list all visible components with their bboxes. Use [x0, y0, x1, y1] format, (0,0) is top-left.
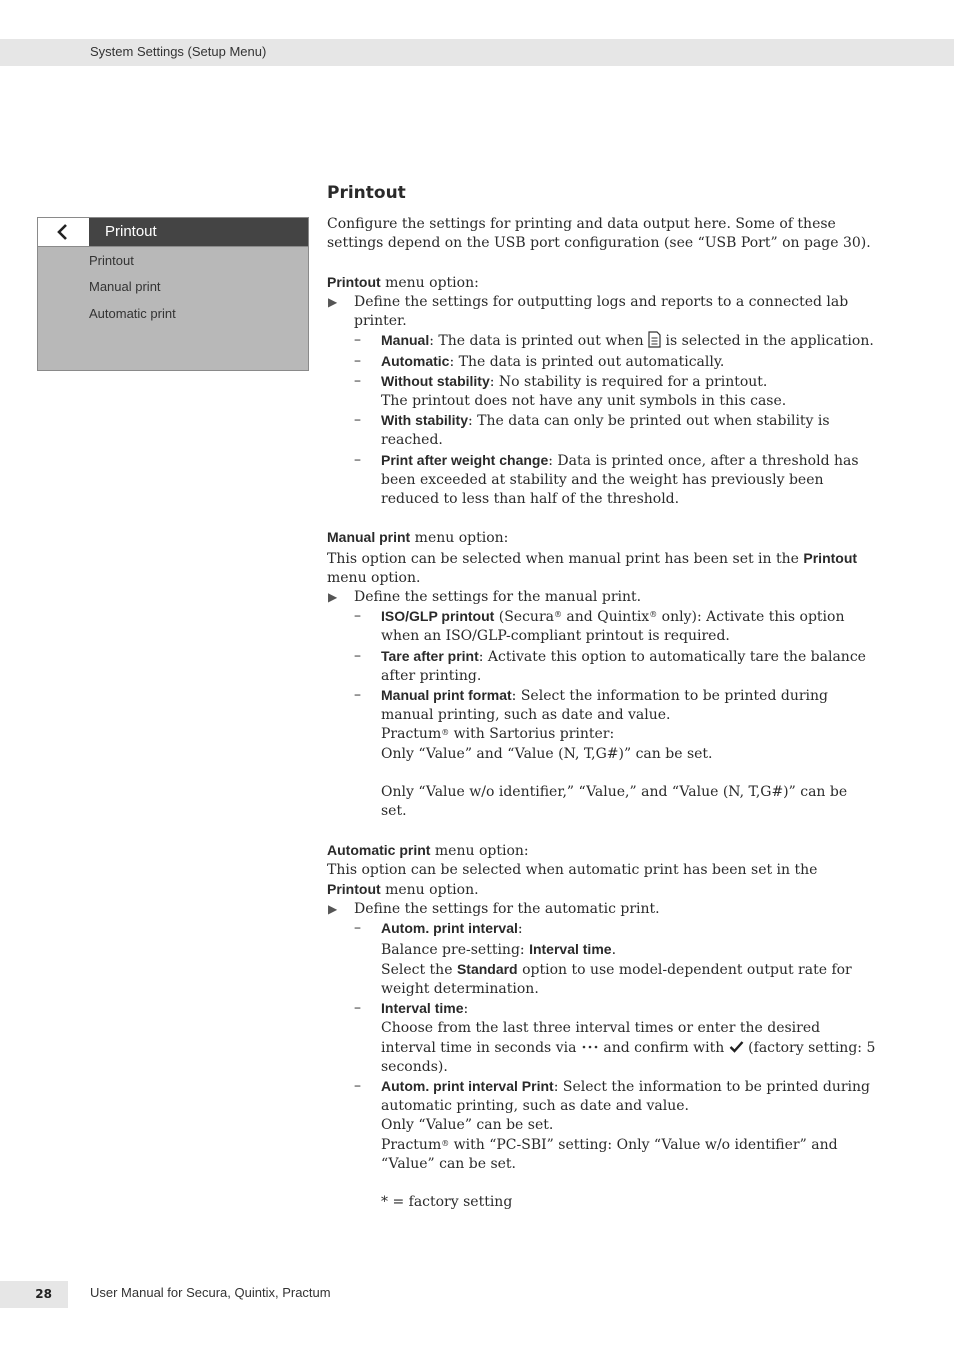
manual-print-availability: This option can be selected when manual print has been set in the Printout menu option. — [327, 549, 858, 586]
automatic-print-heading: Automatic print menu option: — [327, 841, 529, 859]
option-autom-print-interval-print: – Autom. print interval Print: Select the information to be printed during automatic printing, such as date and value. — [354, 1078, 871, 1115]
interval-time-instructions: Choose from the last three interval times or enter the desired interval time in seconds via and confirm with (factory setting: 5 seconds). — [381, 1020, 876, 1075]
option-manual: – Manual: The data is printed out when is selected in the application. — [354, 332, 874, 350]
option-autom-print-interval: – Autom. print interval: — [354, 920, 523, 938]
printout-define: ▶ Define the settings for outputting logs and reports to a connected lab printer. — [327, 293, 877, 331]
without-stability-note: The printout does not have any unit symbols in this case. — [381, 393, 787, 410]
automatic-print-availability-2: Printout menu option. — [327, 881, 479, 899]
factory-setting-note: * = factory setting — [381, 1194, 513, 1211]
manual-print-heading: Manual print menu option: — [327, 529, 509, 547]
section-title: System Settings (Setup Menu) — [90, 44, 267, 59]
automatic-print-define: ▶ Define the settings for the automatic print. — [327, 900, 877, 919]
manual-format-only-1: Only “Value” and “Value (N, T,G#)” can be set. — [381, 745, 713, 762]
page-header — [0, 39, 954, 66]
manual-print-define: ▶ Define the settings for the manual print. — [327, 588, 877, 607]
option-iso-glp-printout: – ISO/GLP printout (Secura® and Quintix® only): Activate this option when an ISO/GLP-compliant printout is required. — [354, 608, 845, 645]
panel-title: Printout — [89, 218, 308, 246]
panel-titlebar — [38, 218, 308, 247]
page-number: 28 — [35, 1287, 52, 1301]
option-automatic: – Automatic: The data is printed out automatically. — [354, 352, 725, 370]
print-document-icon — [648, 331, 661, 348]
option-without-stability: – Without stability: No stability is required for a printout. — [354, 372, 768, 390]
footer-text: User Manual for Secura, Quintix, Practum — [90, 1285, 331, 1300]
option-tare-after-print: – Tare after print: Activate this option to automatically tare the balance after printing. — [354, 647, 866, 684]
option-interval-time: – Interval time: — [354, 1000, 469, 1018]
manual-format-only-2: Only “Value w/o identifier,” “Value,” and “Value (N, T,G#)” can be set. — [381, 784, 848, 820]
checkmark-icon — [729, 1040, 744, 1053]
back-button[interactable] — [38, 218, 88, 246]
option-manual-print-format: – Manual print format: Select the information to be printed during manual printing, such as date and value. — [354, 687, 828, 724]
menu-item-manual-print[interactable]: Manual print — [89, 279, 161, 294]
printout-heading: Printout menu option: — [327, 273, 479, 291]
option-print-after-weight-change: – Print after weight change: Data is printed once, after a threshold has been exceeded at stability and the weight has previously been reduced to less than half of the threshold. — [354, 451, 859, 508]
more-dots-icon — [581, 1042, 599, 1052]
standard-option-note: Select the Standard option to use model-dependent output rate for weight determination. — [381, 960, 852, 998]
main-content — [327, 184, 877, 1212]
printout-menu-panel — [37, 217, 309, 371]
menu-item-printout[interactable]: Printout — [89, 253, 134, 268]
practum-pc-sbi-note: Practum® with “PC-SBI” setting: Only “Value w/o identifier” and “Value” can be set. — [381, 1136, 838, 1172]
automatic-print-availability-1: This option can be selected when automatic print has been set in the — [327, 861, 818, 878]
balance-presetting: Balance pre-setting: Interval time. — [381, 940, 617, 958]
option-with-stability: – With stability: The data can only be printed out when stability is reached. — [354, 412, 830, 449]
menu-item-automatic-print[interactable]: Automatic print — [89, 306, 176, 321]
page-number-box — [0, 1281, 68, 1308]
only-value-note: Only “Value” can be set. — [381, 1117, 554, 1134]
chevron-left-icon — [56, 223, 70, 241]
practum-printer-note: Practum® with Sartorius printer: — [381, 726, 615, 743]
intro-text: Configure the settings for printing and data output here. Some of these settings depend on the USB port configuration (see “USB Port” on page 30). — [327, 216, 871, 252]
content-title: Printout — [327, 183, 406, 203]
